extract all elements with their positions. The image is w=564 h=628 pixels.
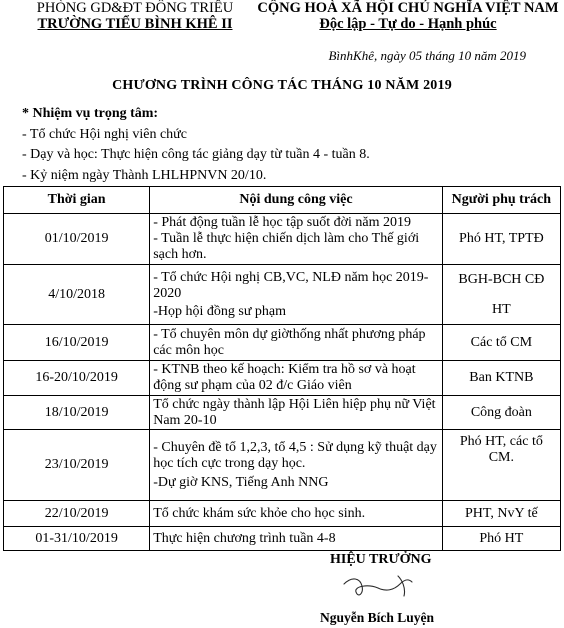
content-line: - KTNB theo kế hoạch: Kiểm tra hồ sơ và hoạt động sư phạm của 02 đ/c Giáo viên [153, 362, 416, 393]
key-tasks-heading: * Nhiệm vụ trọng tâm: [22, 106, 159, 121]
row-owner [442, 396, 560, 430]
row-owner [442, 527, 560, 551]
header-right [252, 0, 564, 32]
document-date: BìnhKhê, ngày 05 tháng 10 năm 2019 [328, 48, 526, 63]
table-row [4, 325, 561, 361]
row-content [150, 325, 443, 361]
owner-line: Công đoàn [470, 404, 532, 420]
table-row [4, 214, 561, 265]
table-row [4, 396, 561, 430]
row-content [150, 527, 443, 551]
row-content [150, 361, 443, 396]
document-title: CHƯƠNG TRÌNH CÔNG TÁC THÁNG 10 NĂM 2019 [112, 78, 452, 93]
owner-line: Ban KTNB [469, 370, 534, 385]
owner-line: BGH-BCH CĐ [458, 271, 545, 287]
row-date: 18/10/2019 [4, 396, 150, 430]
principal-title: HIỆU TRƯỞNG [330, 552, 432, 567]
table-row [4, 430, 561, 501]
row-date: 22/10/2019 [4, 501, 150, 527]
table-row [4, 265, 561, 325]
row-date: 16-20/10/2019 [4, 361, 150, 396]
key-task-item: - Dạy và học: Thực hiện công tác giảng dạy từ tuần 4 - tuần 8. [22, 147, 370, 162]
table-row [4, 361, 561, 396]
row-content [150, 396, 443, 430]
header-content: Nội dung công việc [150, 187, 443, 214]
row-date: 01-31/10/2019 [4, 527, 150, 551]
content-line: - Tuần lễ thực hiện chiến dịch làm cho Thế giới sạch hơn. [153, 231, 420, 262]
content-line: - Tổ chức Hội nghị CB,VC, NLĐ năm học 2019-2020 [153, 269, 429, 301]
nation-title: CỘNG HOÀ XÃ HỘI CHỦ NGHĨA VIỆT NAM [257, 0, 559, 16]
key-task-item: - Tổ chức Hội nghị viên chức [22, 126, 187, 142]
owner-line: HT [492, 301, 511, 317]
content-line: -Dự giờ KNS, Tiếng Anh NNG [153, 474, 329, 490]
principal-name: Nguyễn Bích Luyện [320, 610, 435, 625]
row-owner [442, 265, 560, 325]
row-owner [442, 214, 560, 265]
nation-motto: Độc lập - Tự do - Hạnh phúc [319, 16, 497, 32]
content-line: - Chuyên đề tổ 1,2,3, tổ 4,5 : Sử dụng kỹ thuật dạy học tích cực trong dạy học. [153, 439, 437, 471]
header-time: Thời gian [4, 187, 150, 214]
row-content [150, 265, 443, 325]
content-line: Thực hiện chương trình tuần 4-8 [153, 530, 336, 546]
row-date: 23/10/2019 [4, 430, 150, 501]
content-line: Tổ chức khám sức khỏe cho học sinh. [153, 505, 366, 521]
table-header-row [4, 187, 561, 214]
table-row [4, 501, 561, 527]
row-content [150, 214, 443, 265]
department-name: PHÒNG GD&ĐT ĐÔNG TRIỀU [36, 0, 234, 16]
owner-line: Phó HT, TPTĐ [459, 231, 544, 246]
content-line: - Phát động tuần lễ học tập suốt đời năm 2019 [153, 215, 412, 230]
row-owner [442, 430, 560, 501]
row-content [150, 501, 443, 527]
row-date: 01/10/2019 [4, 214, 150, 265]
row-owner [442, 361, 560, 396]
key-task-item: - Kỷ niệm ngày Thành LHLHPNVN 20/10. [22, 167, 267, 183]
content-line: -Họp hội đồng sư phạm [153, 303, 287, 319]
owner-line: Phó HT [479, 530, 524, 546]
row-content [150, 430, 443, 501]
work-plan-table [3, 186, 561, 551]
key-tasks [22, 104, 370, 186]
content-line: - Tổ chuyên môn dự giờthống nhất phương pháp các môn học [153, 326, 426, 358]
header-owner: Người phụ trách [442, 187, 560, 214]
owner-line: PHT, NvY tế [465, 505, 538, 521]
row-date: 16/10/2019 [4, 325, 150, 361]
owner-line: Các tổ CM [470, 334, 533, 350]
signature-mark [338, 566, 418, 606]
table-row [4, 527, 561, 551]
school-name: TRƯỜNG TIỂU BÌNH KHÊ II [37, 16, 233, 32]
row-date: 4/10/2018 [4, 265, 150, 325]
header-left [30, 0, 240, 32]
row-owner [442, 501, 560, 527]
content-line: Tổ chức ngày thành lập Hội Liên hiệp phụ nữ Việt Nam 20-10 [153, 396, 436, 428]
row-owner [442, 325, 560, 361]
owner-line: Phó HT, các tổ CM. [459, 434, 543, 465]
